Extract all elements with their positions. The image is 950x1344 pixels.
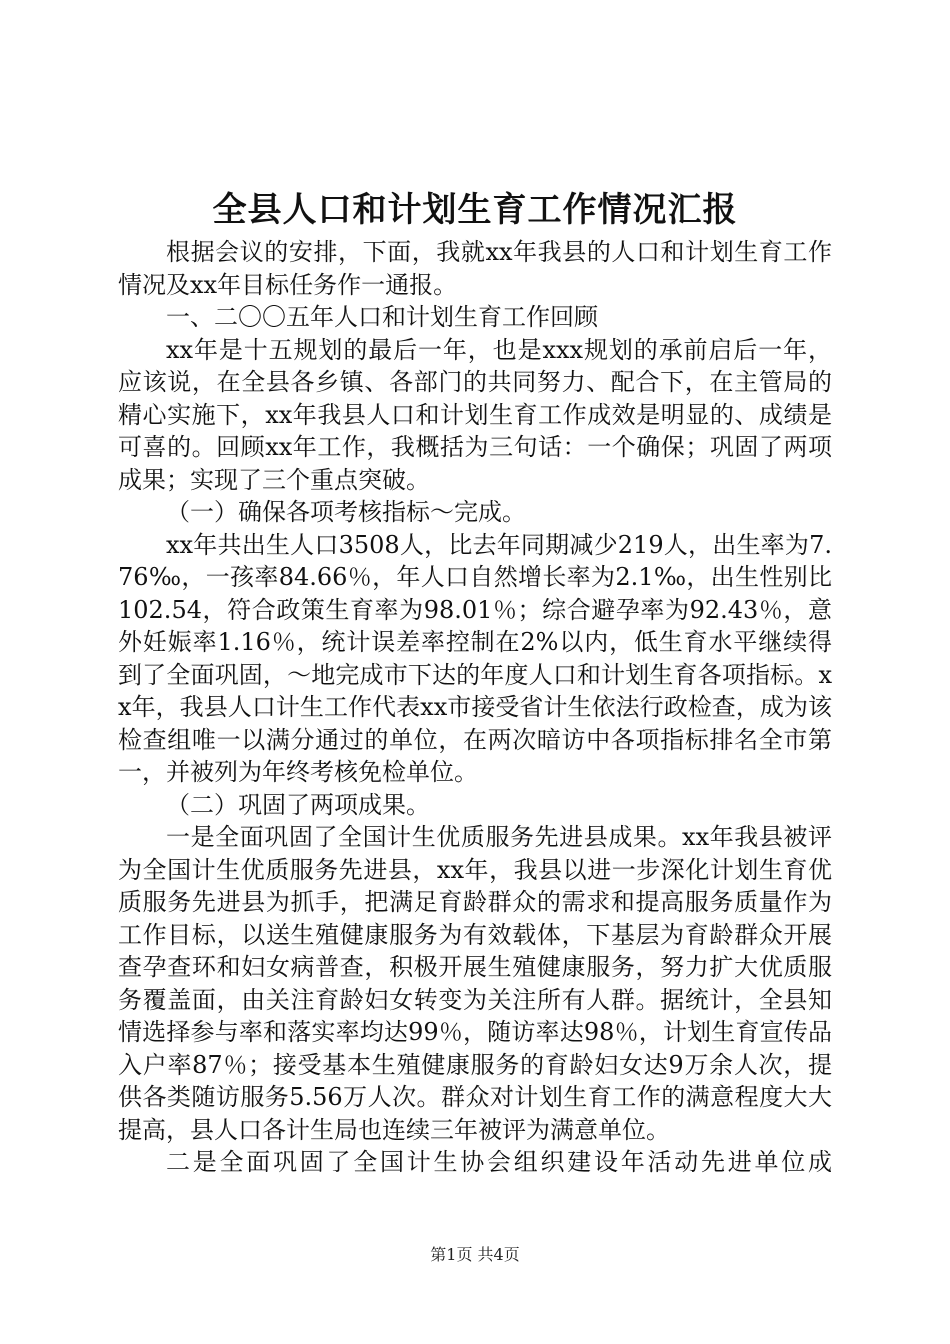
paragraph-overview: xx年是十五规划的最后一年，也是xxx规划的承前启后一年，应该说，在全县各乡镇、各部门的共同努力、配合下，在主管局的精心实施下，xx年我县人口和计划生育工作成效是明显的、成绩是可喜的。回顾xx年工作，我概括为三句话：一个确保；巩固了两项成果；实现了三个重点突破。 xyxy=(118,335,832,494)
page-number-footer: 第1页 共4页 xyxy=(430,1245,520,1264)
paragraph-achievement-one: 一是全面巩固了全国计生优质服务先进县成果。xx年我县被评为全国计生优质服务先进县，xx年，我县以进一步深化计划生育优质服务先进县为抓手，把满足育龄群众的需求和提高服务质量作为工作目标，以送生殖健康服务为有效载体，下基层为育龄群众开展查孕查环和妇女病普查，积极开展生殖健康服务，努力扩大优质服务覆盖面，由关注育龄妇女转变为关注所有人群。据统计，全县知情选择参与率和落实率均达99％，随访率达98％，计划生育宣传品入户率87％；接受基本生殖健康服务的育龄妇女达9万余人次，提供各类随访服务5.56万人次。群众对计划生育工作的满意程度大大提高，县人口各计生局也连续三年被评为满意单位。 xyxy=(118,823,832,1144)
paragraph-statistics: xx年共出生人口3508人，比去年同期减少219人，出生率为7.76‰，一孩率84.66％，年人口自然增长率为2.1‰，出生性别比102.54，符合政策生育率为98.01％；综合避孕率为92.43％，意外妊娠率1.16％，统计误差率控制在2%以内，低生育水平继续得到了全面巩固，～地完成市下达的年度人口和计划生育各项指标。xx年，我县人口计生工作代表xx市接受省计生依法行政检查，成为该检查组唯一以满分通过的单位，在两次暗访中各项指标排名全市第一，并被列为年终考核免检单位。 xyxy=(118,530,832,786)
paragraph-achievement-two: 二是全面巩固了全国计生协会组织建设年活动先进单位成 xyxy=(166,1148,832,1176)
document-title: 全县人口和计划生育工作情况汇报 xyxy=(212,190,738,230)
paragraph-intro: 根据会议的安排，下面，我就xx年我县的人口和计划生育工作情况及xx年目标任务作一通报。 xyxy=(118,238,832,299)
subsection-heading-achievements: （二）巩固了两项成果。 xyxy=(166,790,430,819)
document-body xyxy=(118,236,832,1179)
section-heading-review: 一、二〇〇五年人口和计划生育工作回顾 xyxy=(166,303,598,331)
subsection-heading-targets: （一）确保各项考核指标～完成。 xyxy=(166,498,526,526)
